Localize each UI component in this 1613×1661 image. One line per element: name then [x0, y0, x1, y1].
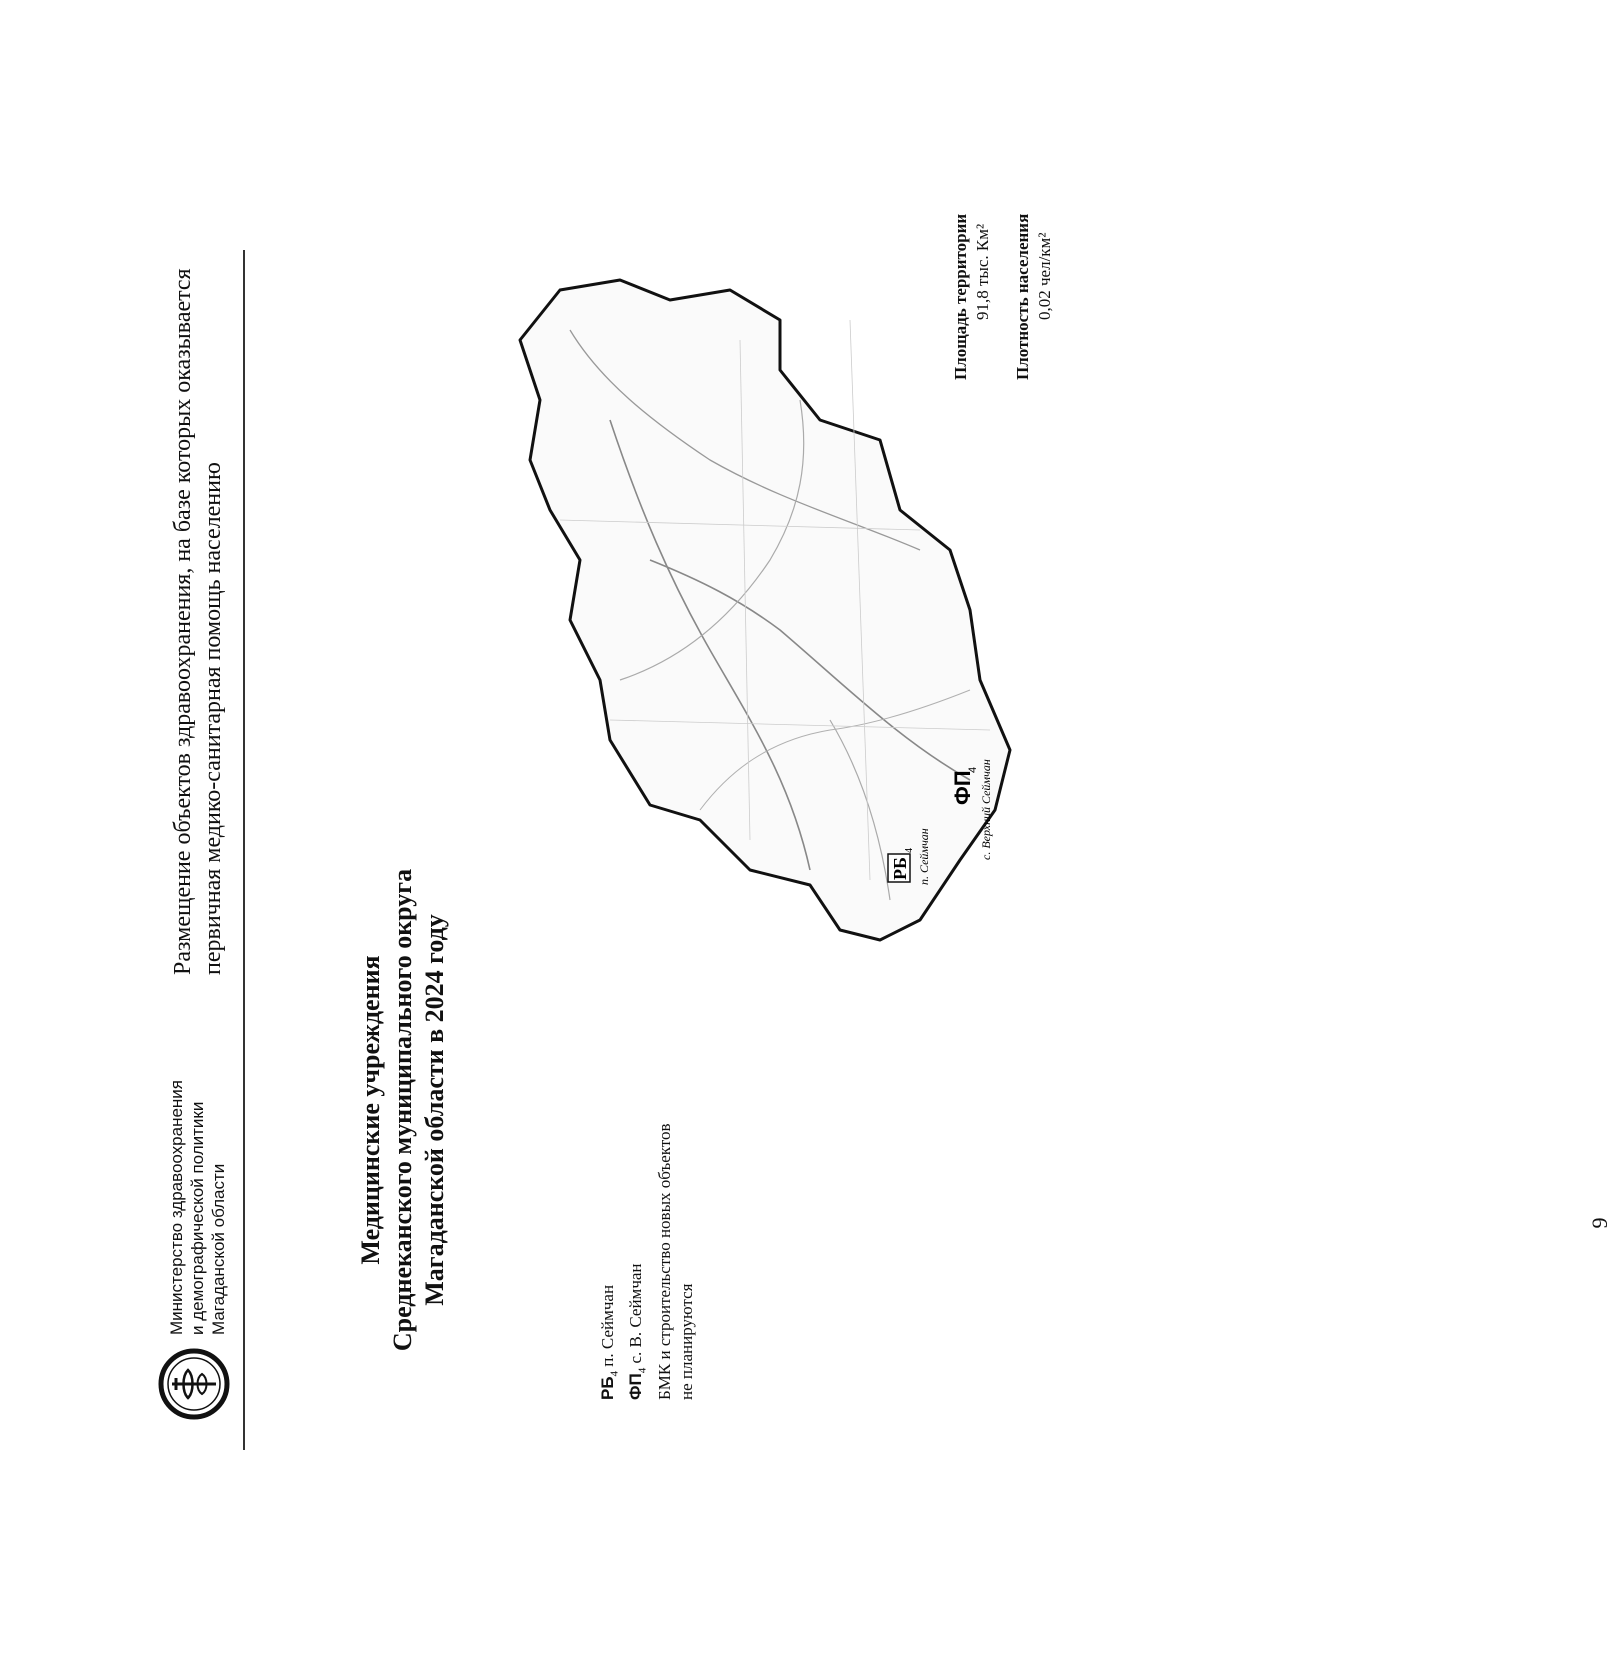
- legend-item-fp: [625, 1123, 653, 1400]
- ministry-name: [166, 1080, 229, 1335]
- map-title-line: Магаданской области в 2024 году: [420, 914, 449, 1306]
- map-title-line: Среднеканского муниципального округа: [388, 868, 417, 1352]
- map-fp-sub: 4: [967, 766, 979, 773]
- area-label: Площадь территории: [951, 213, 970, 380]
- map-fp-town: с. Верхний Сеймчан: [979, 759, 993, 860]
- map-title: [355, 810, 451, 1410]
- legend-fp-code: ФП: [626, 1373, 646, 1400]
- legend-note-line: не планируются: [676, 1283, 696, 1400]
- density-label: Плотность населения: [1013, 213, 1032, 380]
- legend-rb-place: п. Сеймчан: [598, 1284, 617, 1367]
- district-boundary: [520, 280, 1010, 940]
- territory-stats: [950, 180, 1056, 380]
- legend-item-rb: [597, 1123, 625, 1400]
- map-legend: [597, 1123, 698, 1400]
- ministry-line: Магаданской области: [209, 1163, 228, 1335]
- header-title-line: первичная медико-санитарная помощь населению: [200, 462, 226, 975]
- map-title-line: Медицинские учреждения: [356, 955, 385, 1265]
- header-divider: [243, 250, 245, 1450]
- legend-fp-place: с. В. Сеймчан: [626, 1263, 646, 1364]
- legend-note-line: БМК и строительство новых объектов: [654, 1123, 674, 1400]
- legend-rb-code: РБ: [598, 1376, 617, 1400]
- district-map: [450, 260, 1030, 980]
- map-rb-label: РБ: [890, 857, 910, 880]
- map-fp-label: ФП: [950, 770, 975, 805]
- map-rb-sub: 4: [904, 848, 915, 853]
- legend-rb-sub: 4: [608, 1370, 621, 1377]
- area-value: 91,8 тыс. Км²: [973, 223, 992, 320]
- density-value: 0,02 чел/км²: [1035, 232, 1054, 320]
- landscape-page: [150, 213, 1054, 1450]
- document-header-title: [168, 268, 228, 975]
- legend-fp-sub: 4: [636, 1367, 649, 1374]
- header-title-line: Размещение объектов здравоохранения, на базе которых оказывается: [170, 268, 196, 975]
- map-rb-town: п. Сеймчан: [917, 828, 931, 885]
- ministry-line: Министерство здравоохранения: [167, 1080, 186, 1335]
- ministry-emblem-icon: [158, 1348, 230, 1420]
- page-number: 9: [1587, 1217, 1612, 1229]
- ministry-line: и демографической политики: [188, 1101, 207, 1335]
